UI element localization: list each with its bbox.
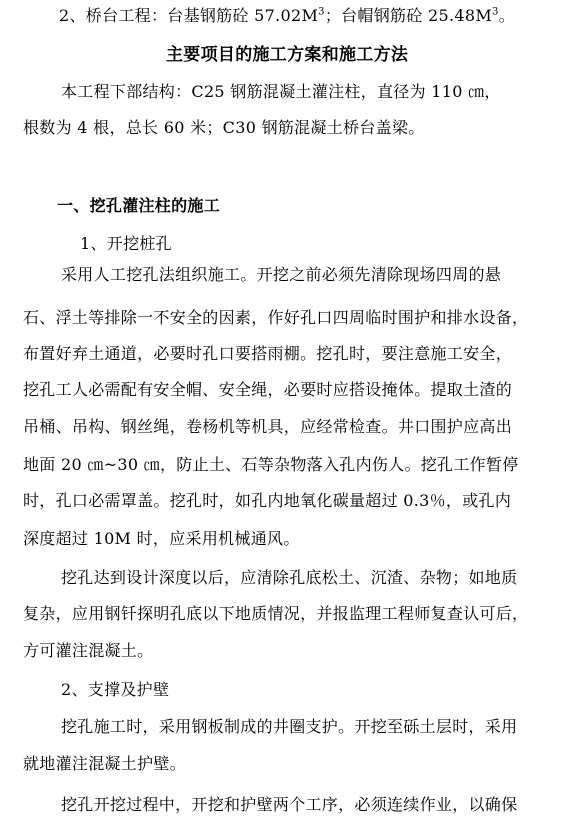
paragraph-line: 本工程下部结构：C25 钢筋混凝土灌注柱，直径为 110 ㎝，: [61, 82, 501, 101]
paragraph-line: 就地灌注混凝土护壁。: [23, 754, 187, 773]
paragraph-line: 挖孔开挖过程中，开挖和护壁两个工序，必须连续作业，以确保: [61, 795, 518, 814]
paragraph-line: 根数为 4 根，总长 60 米；C30 钢筋混凝土桥台盖梁。: [23, 118, 425, 137]
subsection-heading: 1、开挖桩孔: [80, 234, 172, 253]
paragraph-line: 采用人工挖孔法组织施工。开挖之前必须先清除现场四周的悬: [61, 265, 502, 284]
section-heading: 一、挖孔灌注柱的施工: [57, 196, 221, 215]
paragraph-line: 方可灌注混凝土。: [23, 641, 154, 660]
subsection-heading: 2、支撑及护壁: [61, 680, 170, 699]
unit-superscript: 3: [318, 6, 325, 18]
project-item-abutment: [59, 6, 515, 26]
abutment-text-b: ；台帽钢筋砼 25.48M: [324, 6, 493, 25]
paragraph-line: 挖孔施工时，采用钢板制成的井圈支护。开挖至砾土层时，采用: [61, 717, 518, 736]
paragraph-line: 布置好弃土通道，必要时孔口要搭雨棚。挖孔时，要注意施工安全，: [23, 344, 513, 363]
abutment-text-a: 2、桥台工程：台基钢筋砼 57.02M: [59, 6, 319, 25]
unit-superscript: 3: [492, 6, 499, 18]
paragraph-line: 地面 20 ㎝~30 ㎝，防止土、石等杂物落入孔内伤人。挖孔工作暂停: [23, 455, 519, 474]
paragraph-line: 挖孔工人必需配有安全帽、安全绳，必要时应搭设掩体。提取土渣的: [23, 380, 513, 399]
page-title: 主要项目的施工方案和施工方法: [166, 45, 409, 65]
paragraph-line: 吊桶、吊构、钢丝绳，卷杨机等机具，应经常检查。井口围护应高出: [23, 417, 513, 436]
paragraph-line: 石、浮土等排除一不安全的因素，作好孔口四周临时围护和排水设备，: [23, 308, 529, 327]
paragraph-line: 复杂，应用钢钎探明孔底以下地质情况，并报监理工程师复查认可后，: [23, 604, 529, 623]
abutment-text-c: 。: [498, 6, 515, 25]
paragraph-line: 深度超过 10M 时，应采用机械通风。: [23, 529, 300, 548]
paragraph-line: 挖孔达到设计深度以后，应清除孔底松土、沉渣、杂物；如地质: [61, 568, 518, 587]
paragraph-line: 时，孔口必需罩盖。挖孔时，如孔内地氧化碳量超过 0.3％，或孔内: [23, 491, 512, 510]
